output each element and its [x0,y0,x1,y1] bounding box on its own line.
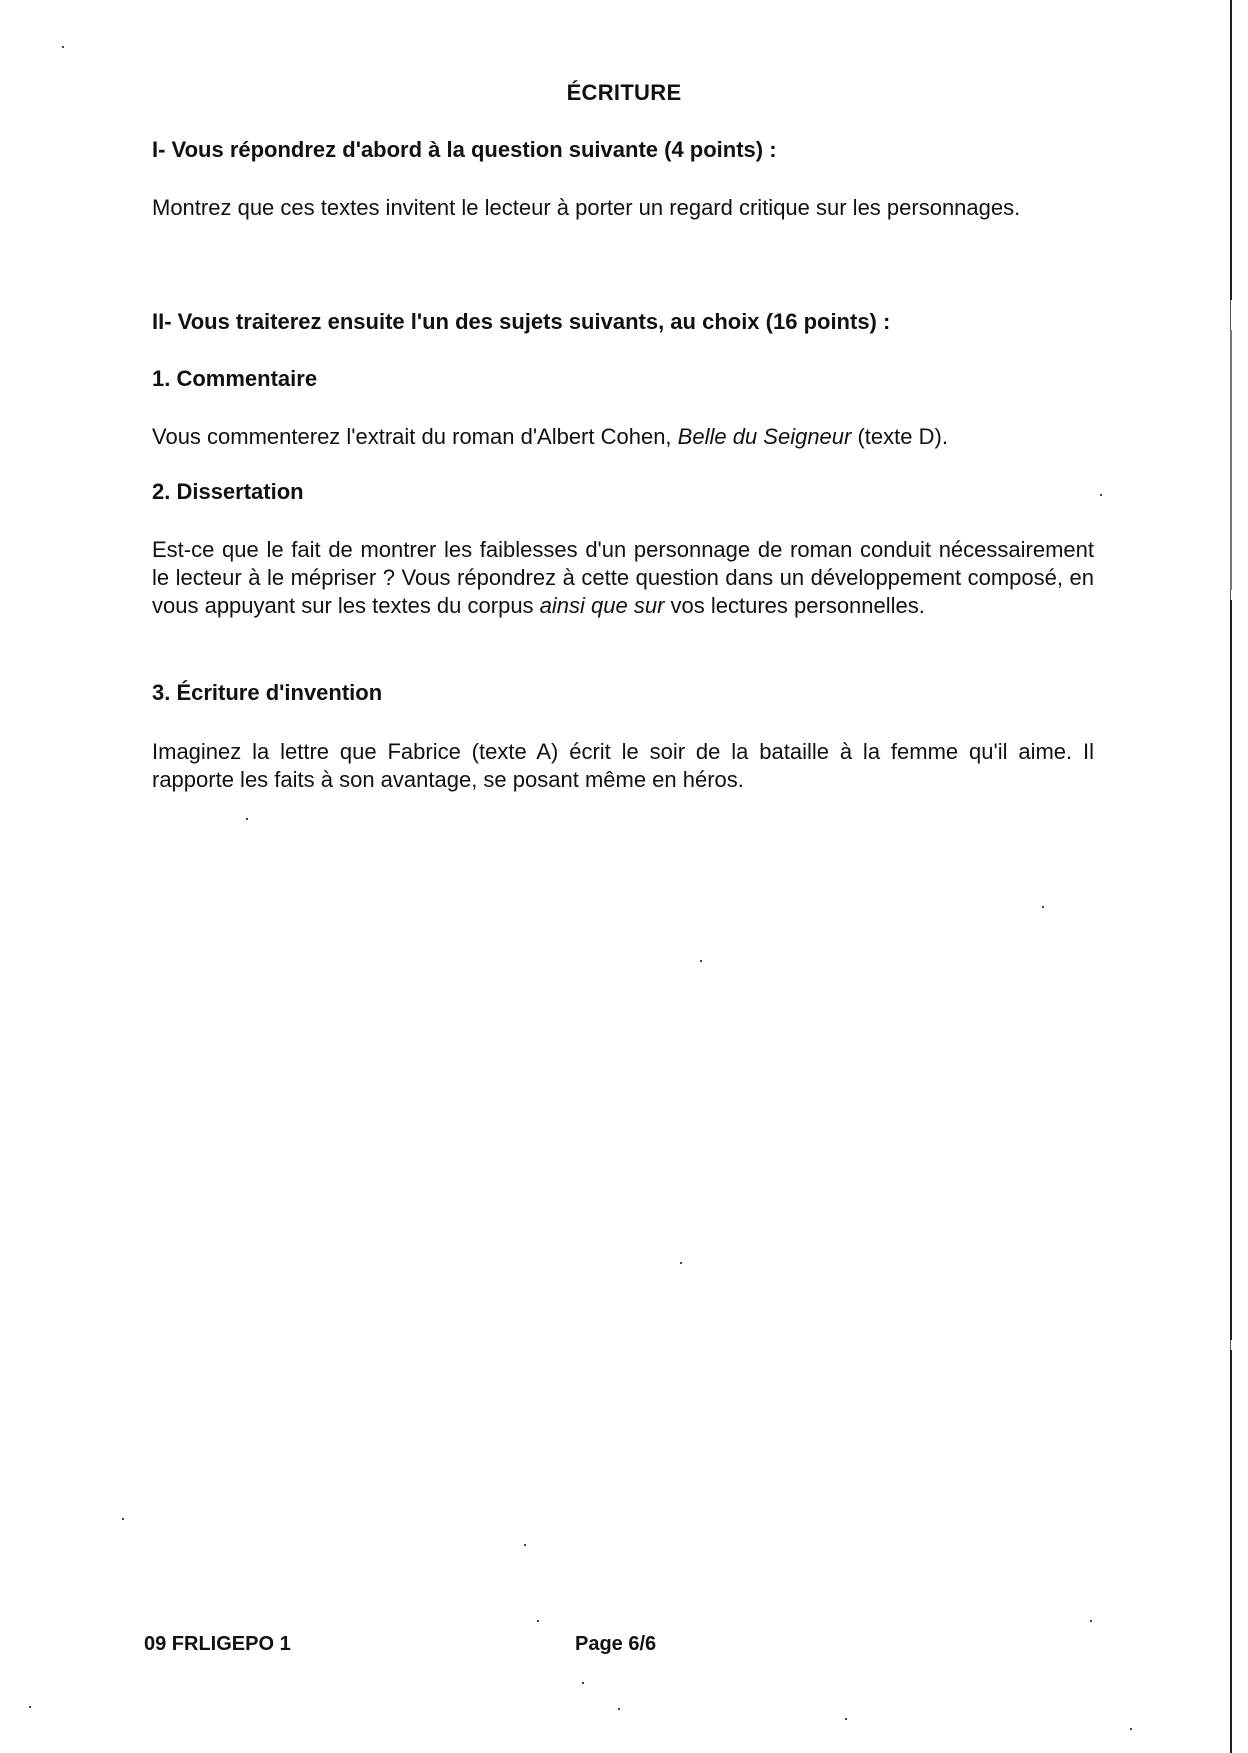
scan-speck [62,46,64,48]
dissertation-text [152,536,1094,620]
scan-speck [1090,1620,1092,1622]
scan-speck [845,1718,847,1720]
dissertation-heading: 2. Dissertation [152,479,304,504]
scan-speck [122,1518,124,1520]
commentaire-text-end: (texte D). [851,424,948,449]
section-2-heading: II- Vous traiterez ensuite l'un des sujets suivants, au choix (16 points) : [152,309,891,334]
scan-speck [29,1706,31,1708]
commentaire-heading: 1. Commentaire [152,366,318,391]
scan-speck [1100,494,1102,496]
footer-page-number: Page 6/6 [575,1633,657,1655]
dissertation-text-start: Est-ce que le fait de montrer les faiblesses d'un personnage de roman conduit nécessairement le lecteur à le mépriser ? Vous répondrez à cette question dans un développement composé, en vous appuyant sur les textes du corpus [152,537,1094,618]
section-1-question: Montrez que ces textes invitent le lecteur à porter un regard critique sur les personnages. [152,195,1021,220]
scan-speck [700,960,702,962]
commentaire-text-start: Vous commenterez l'extrait du roman d'Albert Cohen, [152,424,678,449]
scan-speck [618,1708,620,1710]
invention-text: Imaginez la lettre que Fabrice (texte A) écrit le soir de la bataille à la femme qu'il aime. Il rapporte les faits à son avantage, se posant même en héros. [152,739,1094,792]
scan-speck [246,818,248,820]
scan-speck [524,1544,526,1546]
commentaire-text [152,423,1094,451]
invention-heading: 3. Écriture d'invention [152,680,383,705]
scan-speck [680,1262,682,1264]
dissertation-text-italic: ainsi que sur [539,593,665,618]
footer-exam-code: 09 FRLIGEPO 1 [144,1633,291,1655]
scan-border-line [1230,0,1232,1753]
scan-speck [582,1682,584,1684]
scan-speck [1130,1728,1132,1730]
scan-speck [1042,906,1044,908]
page-title: ÉCRITURE [566,80,682,105]
commentaire-book-title: Belle du Seigneur [677,424,852,449]
dissertation-text-end: vos lectures personnelles. [664,593,925,618]
scan-speck [537,1620,539,1622]
section-1-heading: I- Vous répondrez d'abord à la question suivante (4 points) : [152,137,777,162]
